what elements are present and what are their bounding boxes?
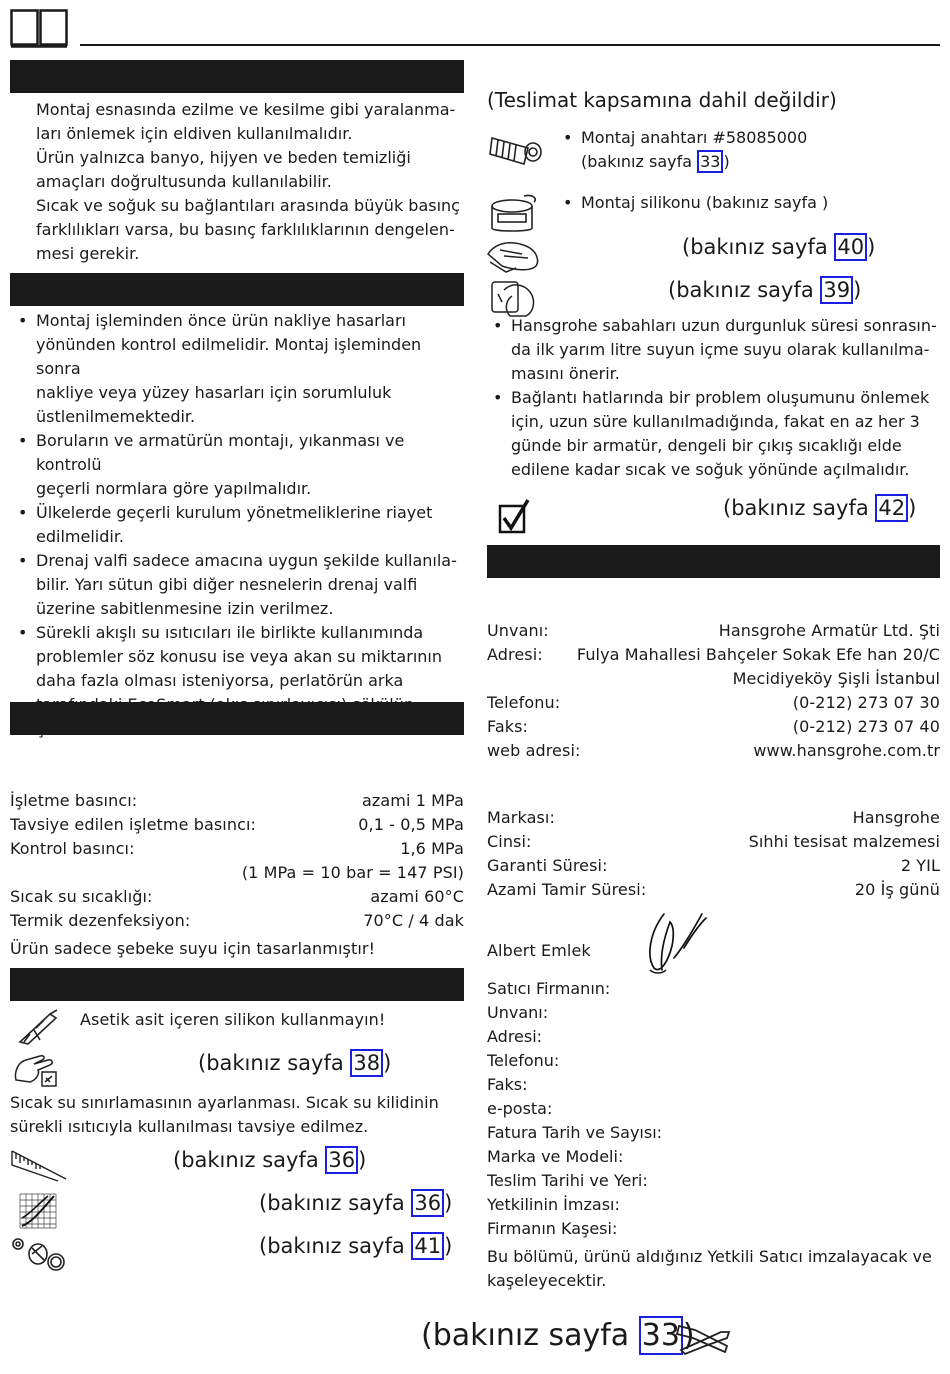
product-value: Sıhhi tesisat malzemesi [748, 832, 940, 851]
water-note: Ürün sadece şebeke suyu için tasarlanmıştır! [10, 939, 376, 958]
page-number-link[interactable]: 36 [411, 1189, 444, 1217]
mounting-key-icon [488, 126, 546, 168]
checkbox-icon [498, 498, 532, 536]
product-label: Markası: [487, 808, 555, 827]
product-label: Garanti Süresi: [487, 856, 608, 875]
product-value: 2 YIL [900, 856, 940, 875]
spec-label: İşletme basıncı: [10, 791, 138, 810]
signature-image [644, 908, 710, 980]
seller-field: Unvanı: [487, 1003, 549, 1022]
section-bar-safety [10, 60, 464, 93]
company-value: (0-212) 273 07 40 [792, 717, 940, 736]
silicone-item [555, 191, 935, 215]
seller-field: Teslim Tarihi ve Yeri: [487, 1171, 648, 1190]
care-bullets [485, 314, 940, 482]
page-number-link[interactable]: 36 [325, 1146, 358, 1174]
ref-page-38[interactable]: (bakınız sayfa 38 ) [198, 1051, 392, 1075]
company-website[interactable]: www.hansgrohe.com.tr [753, 741, 940, 760]
list-item: • Sürekli akışlı su ısıtıcıları ile birlikte kullanımında problemler söz konusu ise veya akan su miktarının daha fazla olması isteniyorsa, perlatörün arka [10, 621, 470, 741]
page-number-link[interactable]: 33 [639, 1316, 683, 1355]
hand-wipe-icon [486, 236, 544, 274]
product-label: Cinsi: [487, 832, 532, 851]
seller-fields [487, 977, 937, 1293]
seller-field: Telefonu: [487, 1051, 560, 1070]
company-label: Faks: [487, 717, 529, 736]
seller-field: Adresi: [487, 1027, 543, 1046]
list-item: • Montaj işleminden önce ürün nakliye hasarları yönünden kontrol edilmelidir. Montaj işleminden sonra nakliye veya yüzey hasarları için sorumluluk üstlenilmemektedir. [10, 309, 470, 429]
company-value: Fulya Mahallesi Bahçeler Sokak Efe han 20/C [576, 645, 940, 664]
parts-icon [10, 1236, 68, 1272]
section-bar-installation [10, 273, 464, 306]
diagram-graph-icon [18, 1192, 58, 1230]
section-bar-technical [10, 702, 464, 735]
wrench-icon [675, 1322, 733, 1356]
company-value: Mecidiyeköy Şişli İstanbul [732, 669, 940, 688]
product-value: 20 İş günü [854, 880, 940, 899]
list-item: • Ülkelerde geçerli kurulum yönetmeliklerine riayet edilmelidir. [10, 501, 470, 549]
seller-field: Firmanın Kaşesi: [487, 1219, 618, 1238]
spec-value: azami 60°C [370, 887, 464, 906]
header-rule [80, 44, 940, 46]
list-item: • Hansgrohe sabahları uzun durgunluk süresi sonrasın- da ilk yarım litre suyun içme suyu olarak kullanılma- masını önerir. [485, 314, 940, 386]
ref-page-42[interactable]: (bakınız sayfa 42 ) [723, 496, 917, 520]
mounting-key-item [555, 126, 935, 174]
footer-ref-page-33[interactable]: (bakınız sayfa 33 ) [421, 1318, 695, 1353]
page-number-link[interactable]: 42 [875, 494, 908, 522]
seller-field: Faks: [487, 1075, 528, 1094]
seller-field: Yetkilinin İmzası: [487, 1195, 620, 1214]
page-number-link[interactable]: 40 [834, 233, 867, 261]
company-value: Hansgrohe Armatür Ltd. Şti [718, 621, 940, 640]
seller-field: Satıcı Firmanın: [487, 979, 611, 998]
hand-clean-icon [490, 278, 540, 318]
list-item: • Montaj anahtarı #58085000 (bakınız sayfa 33 ) [555, 126, 935, 174]
spec-label: Tavsiye edilen işletme basıncı: [10, 815, 257, 834]
section-bar-warranty [487, 545, 940, 578]
safety-text: Montaj esnasında ezilme ve kesilme gibi yaralanma- ları önlemek için eldiven kullanılmalıdır. Ürün yalnızca banyo, hijyen ve beden temizliği amaçları doğrultusunda kullanılabilir. Sıcak ve soğuk su bağlantıları arasında büyük basınç farklılıkları varsa, bu basınç farklılıklarının dengelen- mesi gerekir. [36, 100, 460, 263]
company-value: (0-212) 273 07 30 [792, 693, 940, 712]
spec-value: 70°C / 4 dak [363, 911, 464, 930]
list-item: • Bağlantı hatlarında bir problem oluşumunu önlemek için, uzun süre kullanılmadığında, fakat en az her 3 günde bir armatür, dengeli bir çıkış sıcaklığı elde edilene kadar sıcak ve soğuk yönünde açılmalıdır. [485, 386, 940, 482]
installation-bullets [10, 309, 470, 741]
spec-value: 0,1 - 0,5 MPa [358, 815, 464, 834]
spec-value: azami 1 MPa [361, 791, 464, 810]
spec-value: 1,6 MPa [400, 839, 464, 858]
list-item: • Boruların ve armatürün montajı, yıkanması ve kontrolü geçerli normlara göre yapılmalıdır. [10, 429, 470, 501]
company-label: Unvanı: [487, 621, 549, 640]
hot-water-text: Sıcak su sınırlamasının ayarlanması. Sıcak su kilidinin sürekli ısıtıcıyla kullanılması tavsiye edilmez. [10, 1093, 439, 1136]
spec-label: Termik dezenfeksiyon: [10, 911, 191, 930]
spec-label: Sıcak su sıcaklığı: [10, 887, 153, 906]
book-icon [10, 9, 68, 49]
company-label: web adresi: [487, 741, 581, 760]
page-number-link[interactable]: 38 [350, 1049, 383, 1077]
product-label: Azami Tamir Süresi: [487, 880, 647, 899]
ref-page-33-key[interactable]: (bakınız sayfa 33 ) [581, 152, 730, 171]
silicone-tin-icon [488, 192, 540, 236]
section-bar-notes [10, 968, 464, 1001]
company-label: Adresi: [487, 645, 543, 664]
company-label: Telefonu: [487, 693, 561, 712]
seller-field: Fatura Tarih ve Sayısı: [487, 1123, 663, 1142]
spec-value: (1 MPa = 10 bar = 147 PSI) [241, 863, 464, 882]
silicone-gun-icon [16, 1008, 60, 1046]
list-item: • Montaj silikonu (bakınız sayfa ) [555, 191, 935, 215]
page-number-link[interactable]: 41 [411, 1232, 444, 1260]
list-item: • Drenaj valfi sadece amacına uygun şekilde kullanıla- bilir. Yarı sütun gibi diğer nesnelerin drenaj valfi üzerine sabitlenmesine izin verilmez. [10, 549, 470, 621]
ref-page-36-a[interactable]: (bakınız sayfa 36 ) [173, 1148, 367, 1172]
product-value: Hansgrohe [852, 808, 940, 827]
page-number-link[interactable]: 39 [820, 276, 853, 304]
ref-page-40[interactable]: (bakınız sayfa 40 ) [682, 235, 876, 259]
signer-name: Albert Emlek [487, 941, 591, 960]
silicone-warning: Asetik asit içeren silikon kullanmayın! [80, 1010, 386, 1029]
spec-label: Kontrol basıncı: [10, 839, 135, 858]
seller-field: e-posta: [487, 1099, 553, 1118]
scale-ruler-icon [10, 1147, 68, 1183]
ref-page-39[interactable]: (bakınız sayfa 39 ) [668, 278, 862, 302]
hand-sealant-icon [12, 1050, 60, 1088]
ref-page-41[interactable]: (bakınız sayfa 41 ) [259, 1234, 453, 1258]
seller-note: Bu bölümü, ürünü aldığınız Yetkili Satıcı imzalayacak ve kaşeleyecektir. [487, 1247, 932, 1290]
not-included-note: (Teslimat kapsamına dahil değildir) [487, 88, 837, 112]
page-number-link[interactable]: 33 [697, 150, 723, 173]
seller-field: Marka ve Modeli: [487, 1147, 624, 1166]
ref-page-36-b[interactable]: (bakınız sayfa 36 ) [259, 1191, 453, 1215]
